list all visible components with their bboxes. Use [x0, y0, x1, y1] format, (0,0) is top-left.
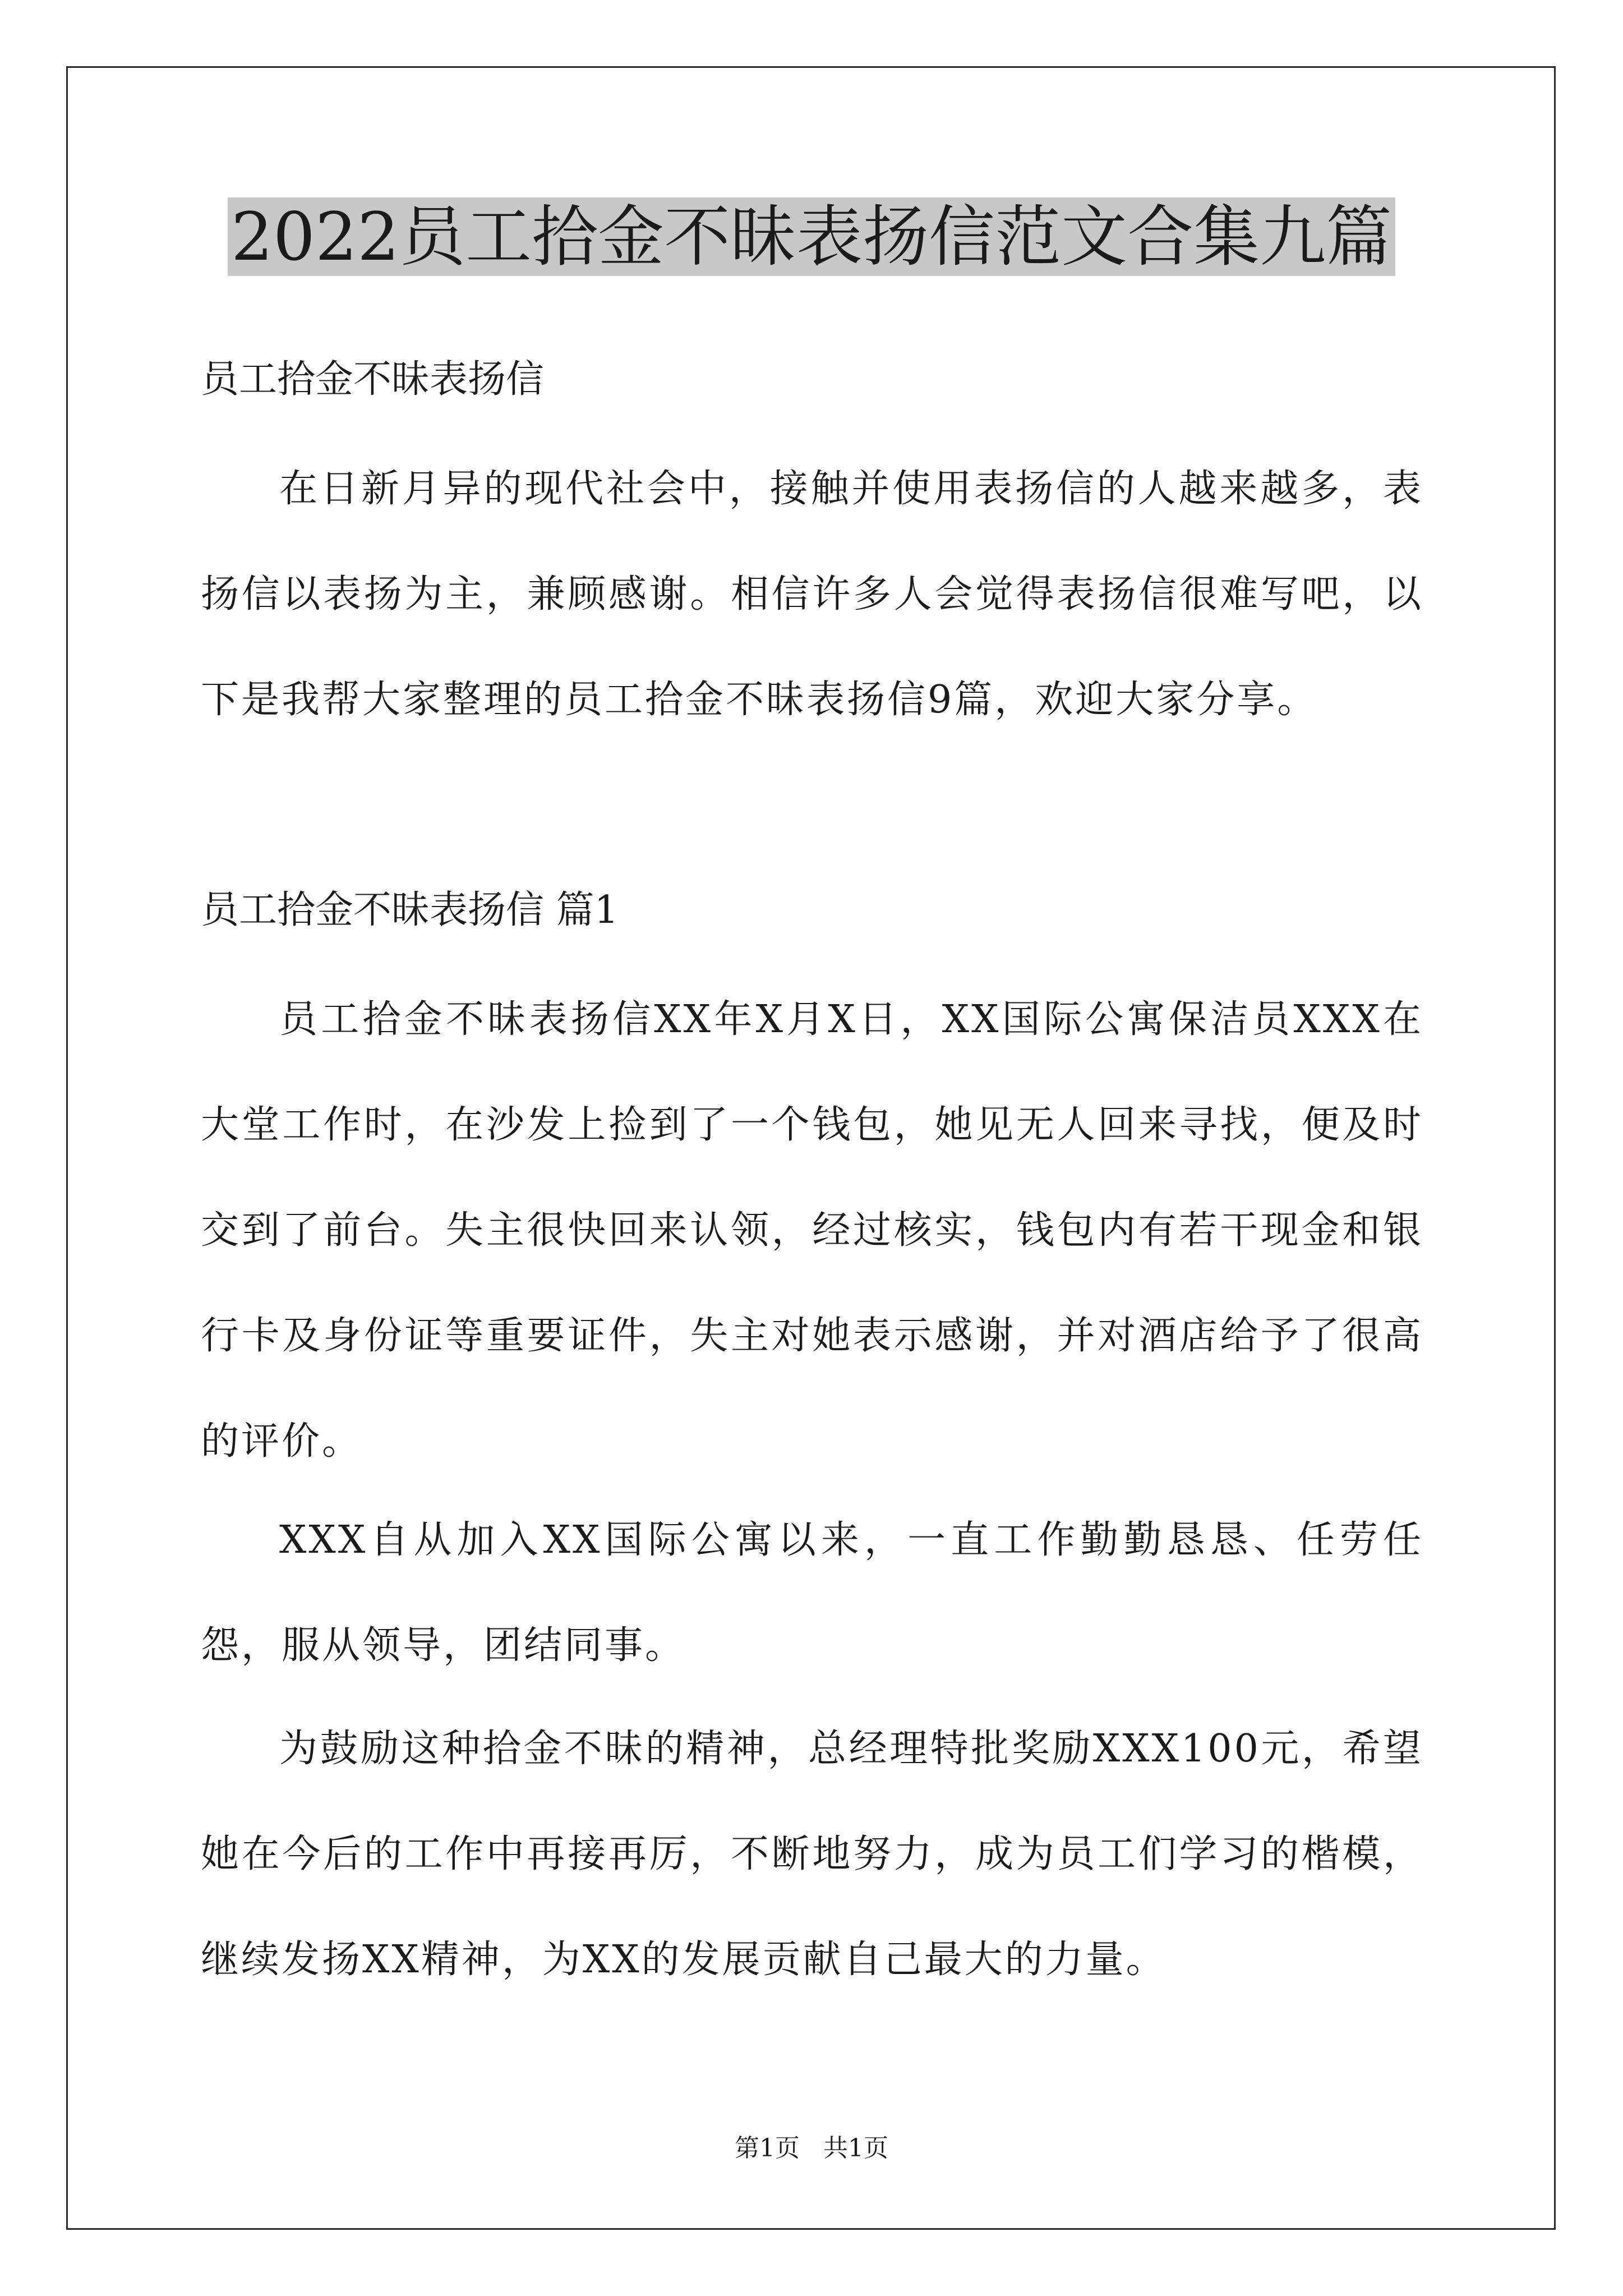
document-title: 2022员工拾金不昧表扬信范文合集九篇 [228, 197, 1395, 276]
page-footer: 第1页 共1页 [735, 2134, 888, 2162]
intro-heading: 员工拾金不昧表扬信 [201, 357, 545, 402]
body-paragraph: XXX自从加入XX国际公寓以来，一直工作勤勤恳恳、任劳任怨，服从领导，团结同事。 [201, 1518, 1423, 1668]
title-container [0, 197, 1623, 276]
section-heading: 员工拾金不昧表扬信 篇1 [201, 888, 619, 932]
body-paragraph: 员工拾金不昧表扬信XX年X月X日，XX国际公寓保洁员XXX在大堂工作时，在沙发上捡到了一个钱包，她见无人回来寻找，便及时交到了前台。失主很快回来认领，经过核实，钱包内有若干现金和银行卡及身份证等重要证件，失主对她表示感谢，并对酒店给予了很高的评价。 [201, 997, 1423, 1464]
body-paragraph: 为鼓励这种拾金不昧的精神，总经理特批奖励XXX100元，希望她在今后的工作中再接再厉，不断地努力，成为员工们学习的楷模，继续发扬XX精神，为XX的发展贡献自己最大的力量。 [201, 1727, 1423, 1982]
intro-paragraph: 在日新月异的现代社会中，接触并使用表扬信的人越来越多，表扬信以表扬为主，兼顾感谢。相信许多人会觉得表扬信很难写吧，以下是我帮大家整理的员工拾金不昧表扬信9篇，欢迎大家分享。 [201, 467, 1423, 722]
